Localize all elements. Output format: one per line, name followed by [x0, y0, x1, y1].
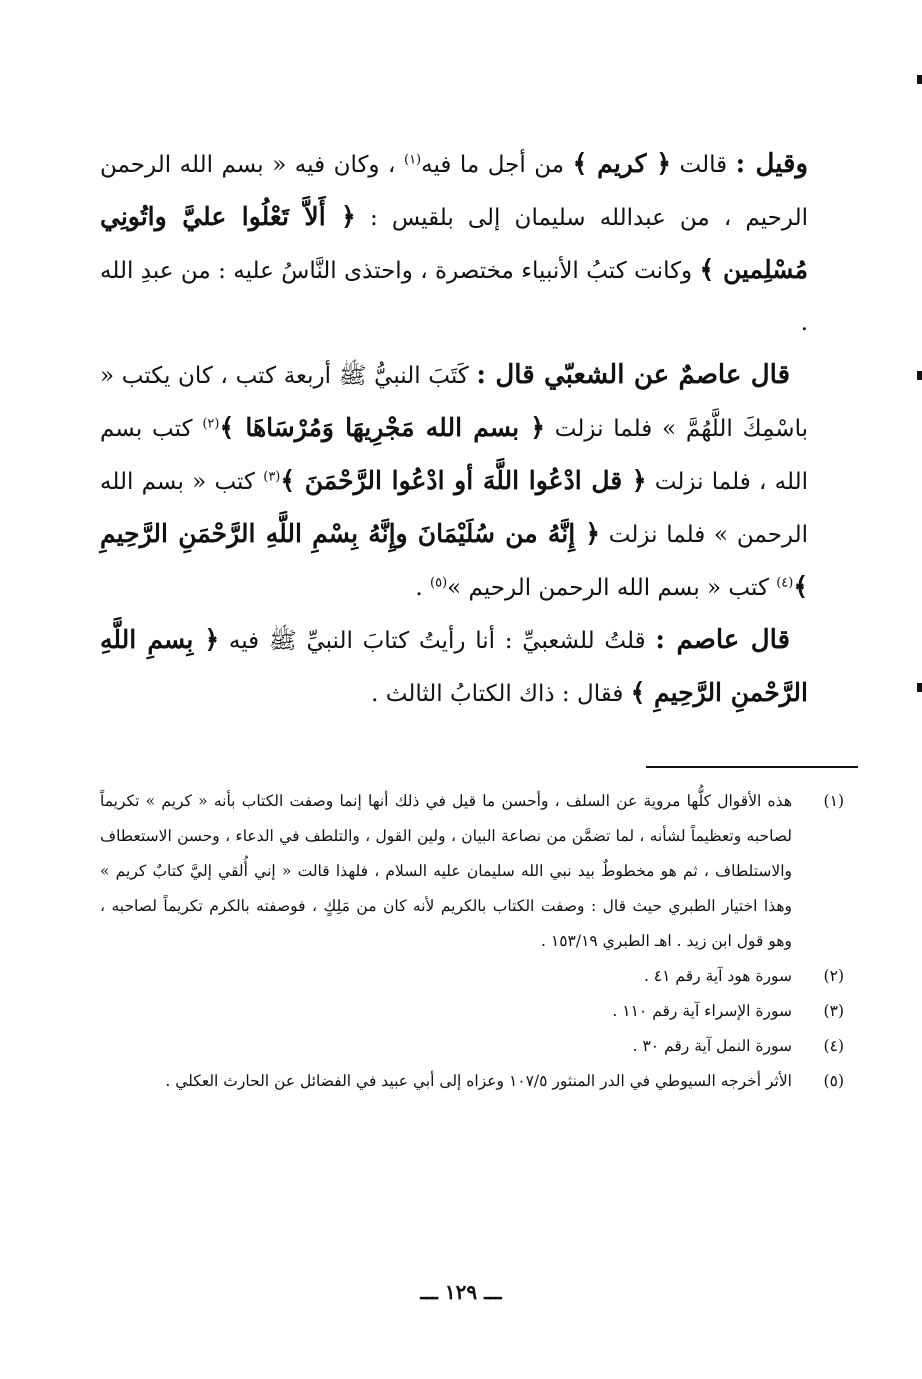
footnote-text: هذه الأقوال كلُّها مروية عن السلف ، وأحسن ما قيل في ذلك أنها إنما وصفت الكتاب بأنه « كريم » تكريماً لصاحبه وتعظيماً لشأنه ، لما تضمَّن من نصاعة البيان ، ولين القول ، والتلطف في الدعاء ، وحسن الاستعطاف والاستلطاف ، ثم هو مخطوطٌ بيد نبي الله سليمان عليه السلام ، فلهذا قالت « إني أُلقي إليَّ كتابٌ كريم » وهذا اختيار الطبري حيث قال : وصفت الكتاب بالكريم لأنه كان من مَلِكٍ ، فوصفته بالكرم تكريماً لصاحبه ، وهو قول ابن زيد . اهـ الطبري ١٥٣/١٩ .	[100, 792, 792, 950]
footnotes	[100, 784, 844, 1099]
paragraph-lead: قال عاصم :	[655, 625, 791, 655]
footnote-item	[100, 959, 844, 994]
text-run: قلتُ للشعبيِّ : أنا رأيتُ كتابَ النبيِّ ﷺ فيه	[219, 628, 656, 654]
footnote-item	[100, 784, 844, 959]
margin-mark	[917, 75, 922, 84]
paragraph-3	[100, 614, 808, 720]
quran-quote: ﴿ بِسمِ اللَّهِ الرَّحْمنِ الرَّحِيمِ ﴾	[100, 625, 808, 707]
footnote-separator	[646, 766, 858, 768]
paragraph-lead: وقيل :	[735, 149, 809, 179]
quran-quote: ﴿ بسم الله مَجْرِيهَا وَمُرْسَاهَا ﴾	[219, 413, 545, 442]
text-run: ، وكان فيه « بسم الله الرحمن الرحيم ، من عبدالله سليمان إلى بلقيس :	[100, 152, 808, 231]
quran-quote: ﴿ إِنَّهُ من سُلَيْمَانَ وإِنَّهُ بِسْمِ اللَّهِ الرَّحْمَنِ الرَّحِيمِ ﴾	[100, 519, 808, 601]
footnote-text: الأثر أخرجه السيوطي في الدر المنثور ١٠٧/٥ وعزاه إلى أبي عبيد في الفضائل عن الحارث العكلي .	[165, 1072, 792, 1090]
quran-quote: ﴿ كريم ﴾	[572, 149, 672, 178]
paragraph-1	[100, 138, 808, 349]
main-text	[100, 138, 808, 720]
footnote-number: (٣)	[823, 1002, 844, 1020]
text-run: كتب بسم الله ، فلما نزلت	[100, 416, 809, 495]
footnote-text: سورة النمل آية رقم ٣٠ .	[632, 1037, 792, 1055]
footnote-item	[100, 1064, 844, 1099]
text-run: .	[415, 575, 431, 601]
footnote-ref[interactable]: (٣)	[263, 469, 281, 485]
footnote-ref[interactable]: (٤)	[776, 575, 794, 591]
footnote-text: سورة هود آية رقم ٤١ .	[643, 967, 792, 985]
text-run: وكانت كتبُ الأنبياء مختصرة ، واحتذى النَّاسُ عليه : من عبدِ الله .	[100, 258, 808, 336]
text-run: فقال : ذاك الكتابُ الثالث .	[371, 681, 631, 707]
text-run: كَتَبَ النبيُّ ﷺ أربعة كتب ، كان يكتب « باسْمِكَ اللَّهُمَّ » فلما نزلت	[100, 363, 808, 442]
footnote-text: سورة الإسراء آية رقم ١١٠ .	[612, 1002, 792, 1020]
footnote-number: (٥)	[823, 1072, 844, 1090]
margin-mark	[917, 371, 922, 380]
text-run: كتب « بسم الله الرحمن » فلما نزلت	[100, 469, 808, 548]
text-run: كتب « بسم الله الرحمن الرحيم »	[447, 575, 777, 601]
footnote-ref[interactable]: (٥)	[430, 575, 448, 591]
footnote-item	[100, 1029, 844, 1064]
footnote-ref[interactable]: (١)	[403, 152, 422, 168]
paragraph-2	[100, 349, 808, 614]
footnote-ref[interactable]: (٢)	[202, 416, 220, 432]
text-run: من أجل ما فيه	[421, 152, 573, 178]
footnote-item	[100, 994, 844, 1029]
margin-mark	[917, 683, 922, 692]
footnote-number: (٤)	[823, 1037, 844, 1055]
quran-quote: ﴿ أَلاَّ تَعْلُوا عليَّ واتُونِي مُسْلِمين ﴾	[100, 202, 808, 284]
page-number: ـــ ١٢٩ ـــ	[420, 1280, 502, 1304]
footnote-number: (١)	[823, 792, 844, 810]
paragraph-lead: قال عاصمٌ عن الشعبّي قال :	[476, 360, 790, 390]
text-run: قالت	[671, 152, 736, 178]
footnote-number: (٢)	[823, 967, 844, 985]
quran-quote: ﴿ قل ادْعُوا اللَّهَ أو ادْعُوا الرَّحْمَنَ ﴾	[280, 466, 647, 495]
